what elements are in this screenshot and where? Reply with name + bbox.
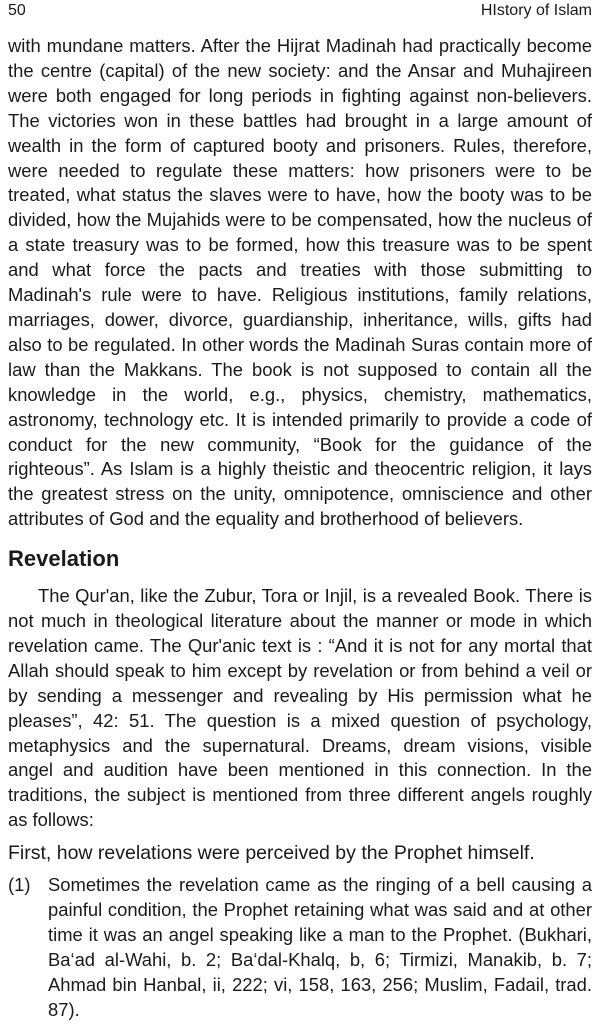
- list-marker: (1): [8, 874, 31, 896]
- numbered-list: [8, 873, 592, 1022]
- body-paragraph: The Qur'an, like the Zubur, Tora or Injil, is a revealed Book. There is not much in theological literature about the manner or mode in which revelation came. The Qur'anic text is : “And it is not for any mortal that Allah should speak to him except by revelation or from behind a veil or by sending a messenger and revealing by His permission what he pleases”, 42: 51. The question is a mixed question of psychology, metaphysics and the supernatural. Dreams, dream visions, visible angel and audition have been mentioned in this connection. In the traditions, the subject is mentioned from three different angels roughly as follows:: [8, 585, 592, 831]
- list-item-text: Sometimes the revelation came as the ringing of a bell causing a painful condition, the Prophet retaining what was said and at other time it was an angel speaking like a man to the Prophet. (Bukhari, Ba‘ad al-Wahi, b. 2; Ba‘dal-Khalq, b, 6; Tirmizi, Manakib, b. 7; Ahmad bin Hanbal, ii, 222; vi, 158, 163, 256; Muslim, Fadail, trad. 87).: [48, 874, 592, 1020]
- running-title: HIstory of Islam: [480, 2, 592, 19]
- body-paragraph: with mundane matters. After the Hijrat Madinah had practically become the centre (capital) of the new society: and the Ansar and Muhajireen were both engaged for long periods in fighting against non-believers. The victories won in these battles had brought in a large amount of wealth in the form of captured booty and prisoners. Rules, therefore, were needed to regulate these matters: how prisoners were to be treated, what status the slaves were to have, how the booty was to be divided, how the Mujahids were to be compensated, how the nucleus of a state treasury was to be formed, how this treasure was to be spent and what force the pacts and treaties with those submitting to Madinah's rule were to have. Religious institutions, family relations, marriages, dower, divorce, guardianship, inheritance, wills, gifts had also to be regulated. In other words the Madinah Suras contain more of law than the Makkans. The book is not supposed to contain all the knowledge in the world, e.g., physics, chemistry, mathematics, astronomy, technology etc. It is intended primarily to provide a code of conduct for the new community, “Book for the guidance of the righteous”. As Islam is a highly theistic and theocentric religion, it lays the greatest stress on the unity, omnipotence, omniscience and other attributes of God and the equality and brotherhood of believers.: [8, 35, 592, 530]
- page-number: 50: [8, 2, 26, 19]
- page-header: [8, 0, 592, 34]
- subheading: First, how revelations were perceived by the Prophet himself.: [8, 842, 535, 865]
- list-item: [8, 873, 592, 1022]
- section-heading: Revelation: [8, 546, 120, 572]
